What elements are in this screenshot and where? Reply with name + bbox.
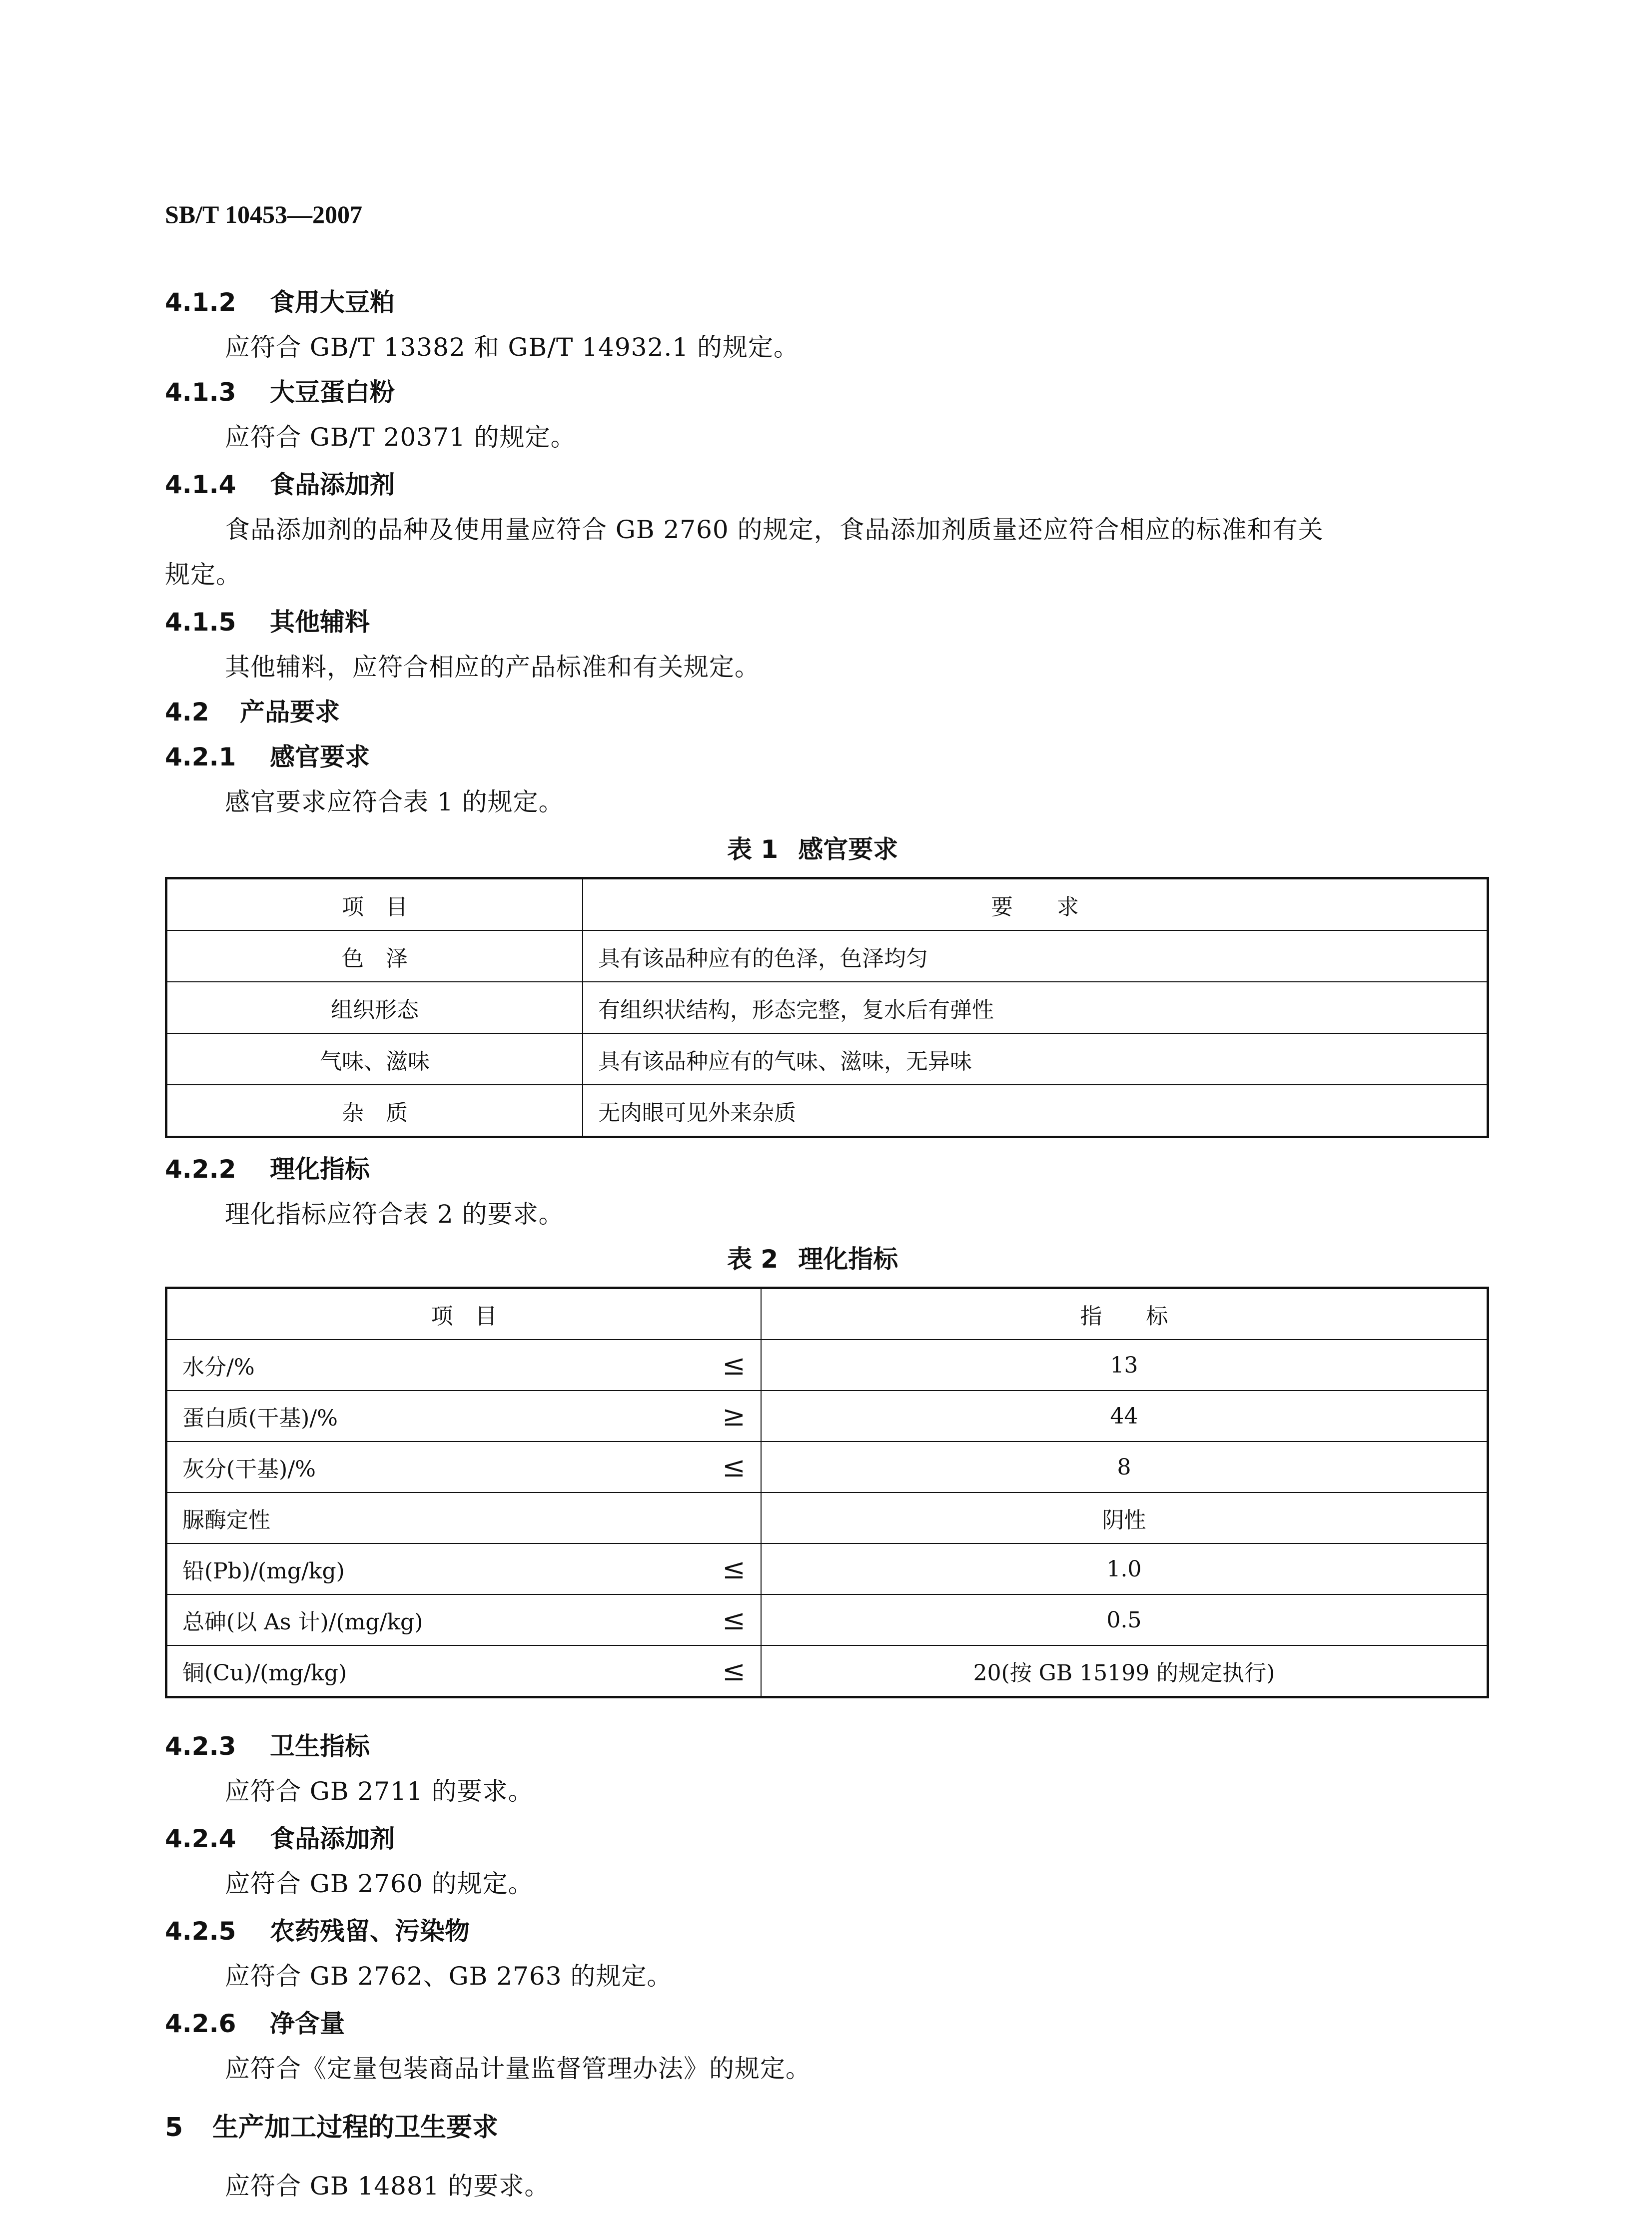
heading-4-2 [165,692,340,728]
table-row [166,982,1488,1033]
table2-cell-value: 13 [761,1340,1488,1391]
table2-caption [727,1239,898,1275]
table-physicochemical-indicators [165,1287,1489,1698]
table1-header-requirement: 要 求 [583,878,1488,931]
heading-4-2-2 [165,1149,370,1185]
table1-cell-item: 色 泽 [166,930,583,982]
table1-cell-requirement: 有组织状结构，形态完整，复水后有弹性 [583,982,1488,1033]
paragraph-4-2-6: 应符合《定量包装商品计量监督管理办法》的规定。 [225,2054,811,2083]
heading-title: 卫生指标 [270,1732,370,1761]
table-row [166,1340,1488,1391]
table-header-row [166,878,1488,931]
heading-4-2-5 [165,1911,470,1947]
paragraph-4-1-4-line1: 食品添加剂的品种及使用量应符合 GB 2760 的规定，食品添加剂质量还应符合相应的标准和有关 [225,515,1324,544]
table-row [166,1085,1488,1137]
table2-cell-item: 脲酶定性 [166,1492,761,1543]
table1-cell-requirement: 具有该品种应有的气味、滋味，无异味 [583,1033,1488,1085]
heading-title: 感官要求 [270,742,370,771]
table1-cell-item: 杂 质 [166,1085,583,1137]
paragraph-5: 应符合 GB 14881 的要求。 [225,2172,550,2201]
heading-number: 4.2.5 [165,1917,236,1946]
heading-4-2-6 [165,2004,345,2040]
table-sensory-requirements [165,877,1489,1138]
table2-cell-sign: ≤ [707,1442,761,1492]
heading-4-1-5 [165,602,370,638]
table2-cell-value: 0.5 [761,1594,1488,1645]
table1-cell-requirement: 具有该品种应有的色泽，色泽均匀 [583,930,1488,982]
heading-number: 4.1.5 [165,608,236,637]
table-row [166,1442,1488,1492]
table2-cell-value: 1.0 [761,1543,1488,1594]
table2-cell-item: 铜(Cu)/(mg/kg) [166,1645,708,1697]
heading-number: 4.2.4 [165,1824,236,1853]
table-row [166,1594,1488,1645]
table2-cell-value: 8 [761,1442,1488,1492]
heading-number: 5 [165,2113,183,2143]
table2-cell-sign: ≤ [707,1645,761,1697]
table2-cell-item: 灰分(干基)/% [166,1442,708,1492]
paragraph-4-1-5: 其他辅料，应符合相应的产品标准和有关规定。 [225,653,760,682]
paragraph-4-2-5: 应符合 GB 2762、GB 2763 的规定。 [225,1962,673,1991]
table1-caption-number: 表 1 [727,835,779,864]
heading-4-2-3 [165,1726,370,1762]
table2-cell-item: 铅(Pb)/(mg/kg) [166,1543,708,1594]
table2-cell-sign: ≤ [707,1340,761,1391]
heading-number: 4.2.3 [165,1732,236,1761]
table2-cell-value: 44 [761,1391,1488,1442]
heading-number: 4.1.4 [165,470,236,499]
table2-cell-item: 蛋白质(干基)/% [166,1391,708,1442]
table2-cell-sign: ≤ [707,1543,761,1594]
heading-4-1-3 [165,372,395,408]
heading-title: 理化指标 [270,1155,370,1184]
table2-cell-sign: ≤ [707,1594,761,1645]
table2-header-item: 项 目 [166,1288,761,1340]
table-row [166,1543,1488,1594]
heading-number: 4.2.6 [165,2009,236,2038]
table-row [166,1645,1488,1697]
table-header-row [166,1288,1488,1340]
paragraph-4-1-4-line2: 规定。 [165,560,241,589]
heading-number: 4.1.2 [165,288,236,317]
table1-cell-requirement: 无肉眼可见外来杂质 [583,1085,1488,1137]
table2-caption-number: 表 2 [727,1245,779,1274]
table-row [166,930,1488,982]
heading-5 [165,2106,498,2144]
table1-cell-item: 气味、滋味 [166,1033,583,1085]
paragraph-4-2-3: 应符合 GB 2711 的要求。 [225,1777,534,1806]
heading-number: 4.2 [165,698,209,727]
heading-title: 生产加工过程的卫生要求 [212,2113,499,2143]
table2-cell-item: 水分/% [166,1340,708,1391]
heading-4-2-1 [165,737,370,773]
heading-title: 食品添加剂 [270,470,395,499]
heading-number: 4.1.3 [165,378,236,407]
table1-header-item: 项 目 [166,878,583,931]
table2-caption-title: 理化指标 [798,1245,898,1274]
table1-cell-item: 组织形态 [166,982,583,1033]
table2-cell-value: 阴性 [761,1492,1488,1543]
heading-title: 食品添加剂 [270,1824,395,1853]
heading-number: 4.2.2 [165,1155,236,1184]
paragraph-4-2-2: 理化指标应符合表 2 的要求。 [225,1200,564,1229]
table1-caption-title: 感官要求 [798,835,898,864]
standard-code: SB/T 10453—2007 [165,200,362,228]
paragraph-4-1-2: 应符合 GB/T 13382 和 GB/T 14932.1 的规定。 [225,333,799,362]
table2-header-indicator: 指 标 [761,1288,1488,1340]
heading-title: 食用大豆粕 [270,288,395,317]
paragraph-4-1-3: 应符合 GB/T 20371 的规定。 [225,423,576,452]
heading-number: 4.2.1 [165,742,236,771]
table-row [166,1033,1488,1085]
heading-4-1-2 [165,282,395,318]
table-row [166,1492,1488,1543]
heading-title: 产品要求 [240,698,340,727]
heading-title: 大豆蛋白粉 [270,378,395,407]
heading-title: 净含量 [270,2009,345,2038]
paragraph-4-2-1: 感官要求应符合表 1 的规定。 [225,787,564,816]
heading-title: 农药残留、污染物 [270,1917,470,1946]
table1-caption [727,829,898,865]
table2-cell-item: 总砷(以 As 计)/(mg/kg) [166,1594,708,1645]
paragraph-4-2-4: 应符合 GB 2760 的规定。 [225,1869,534,1898]
heading-4-1-4 [165,465,395,501]
heading-title: 其他辅料 [270,608,370,637]
table-row [166,1391,1488,1442]
table2-cell-value: 20(按 GB 15199 的规定执行) [761,1645,1488,1697]
heading-4-2-4 [165,1819,395,1855]
table2-cell-sign: ≥ [707,1391,761,1442]
